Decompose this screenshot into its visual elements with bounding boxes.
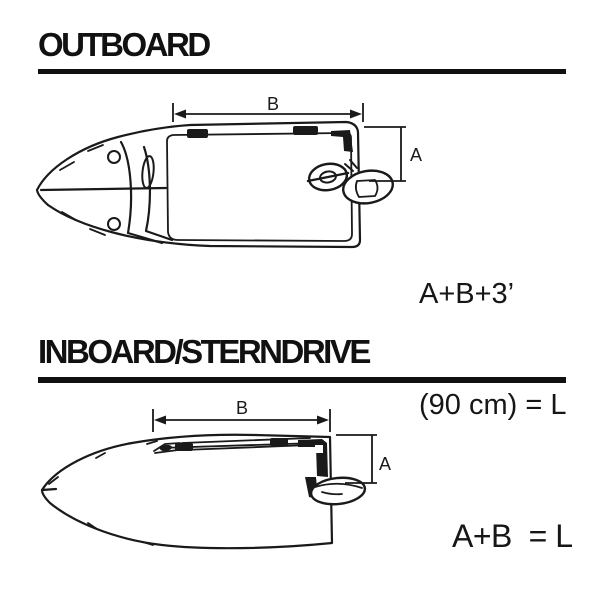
arrow-right-icon xyxy=(350,110,362,119)
section-title-inboard-sterndrive: INBOARD/STERNDRIVE xyxy=(38,333,369,370)
arrow-right-icon xyxy=(317,416,329,425)
dimension-a xyxy=(336,435,391,483)
stern-bracket-notch xyxy=(315,445,323,453)
inboard-boat xyxy=(42,435,366,548)
keel-line xyxy=(42,489,56,490)
arrow-left-icon xyxy=(174,110,186,119)
hull-outline xyxy=(42,435,332,548)
title-rule-inboard xyxy=(38,377,566,383)
arrow-left-icon xyxy=(154,416,166,425)
formula-line: A+B+3’ xyxy=(419,278,515,310)
inboard-formula: A+B = L xyxy=(452,518,573,554)
dimension-a-label: A xyxy=(379,454,392,474)
formula-line: (90 cm) = L xyxy=(419,389,567,421)
dimension-b-label: B xyxy=(235,398,249,418)
outboard-boat xyxy=(37,122,395,247)
dimension-a-label: A xyxy=(410,145,423,165)
gunwale-pad xyxy=(270,438,288,446)
section-title-outboard: OUTBOARD xyxy=(38,26,209,63)
gunwale-pad xyxy=(187,129,208,138)
title-rule-outboard xyxy=(38,69,566,74)
gunwale-pad xyxy=(175,443,193,451)
dimension-b xyxy=(173,94,363,122)
dimension-b xyxy=(153,398,330,432)
dimension-b-label: B xyxy=(266,94,280,114)
gunwale-pad xyxy=(293,126,318,135)
